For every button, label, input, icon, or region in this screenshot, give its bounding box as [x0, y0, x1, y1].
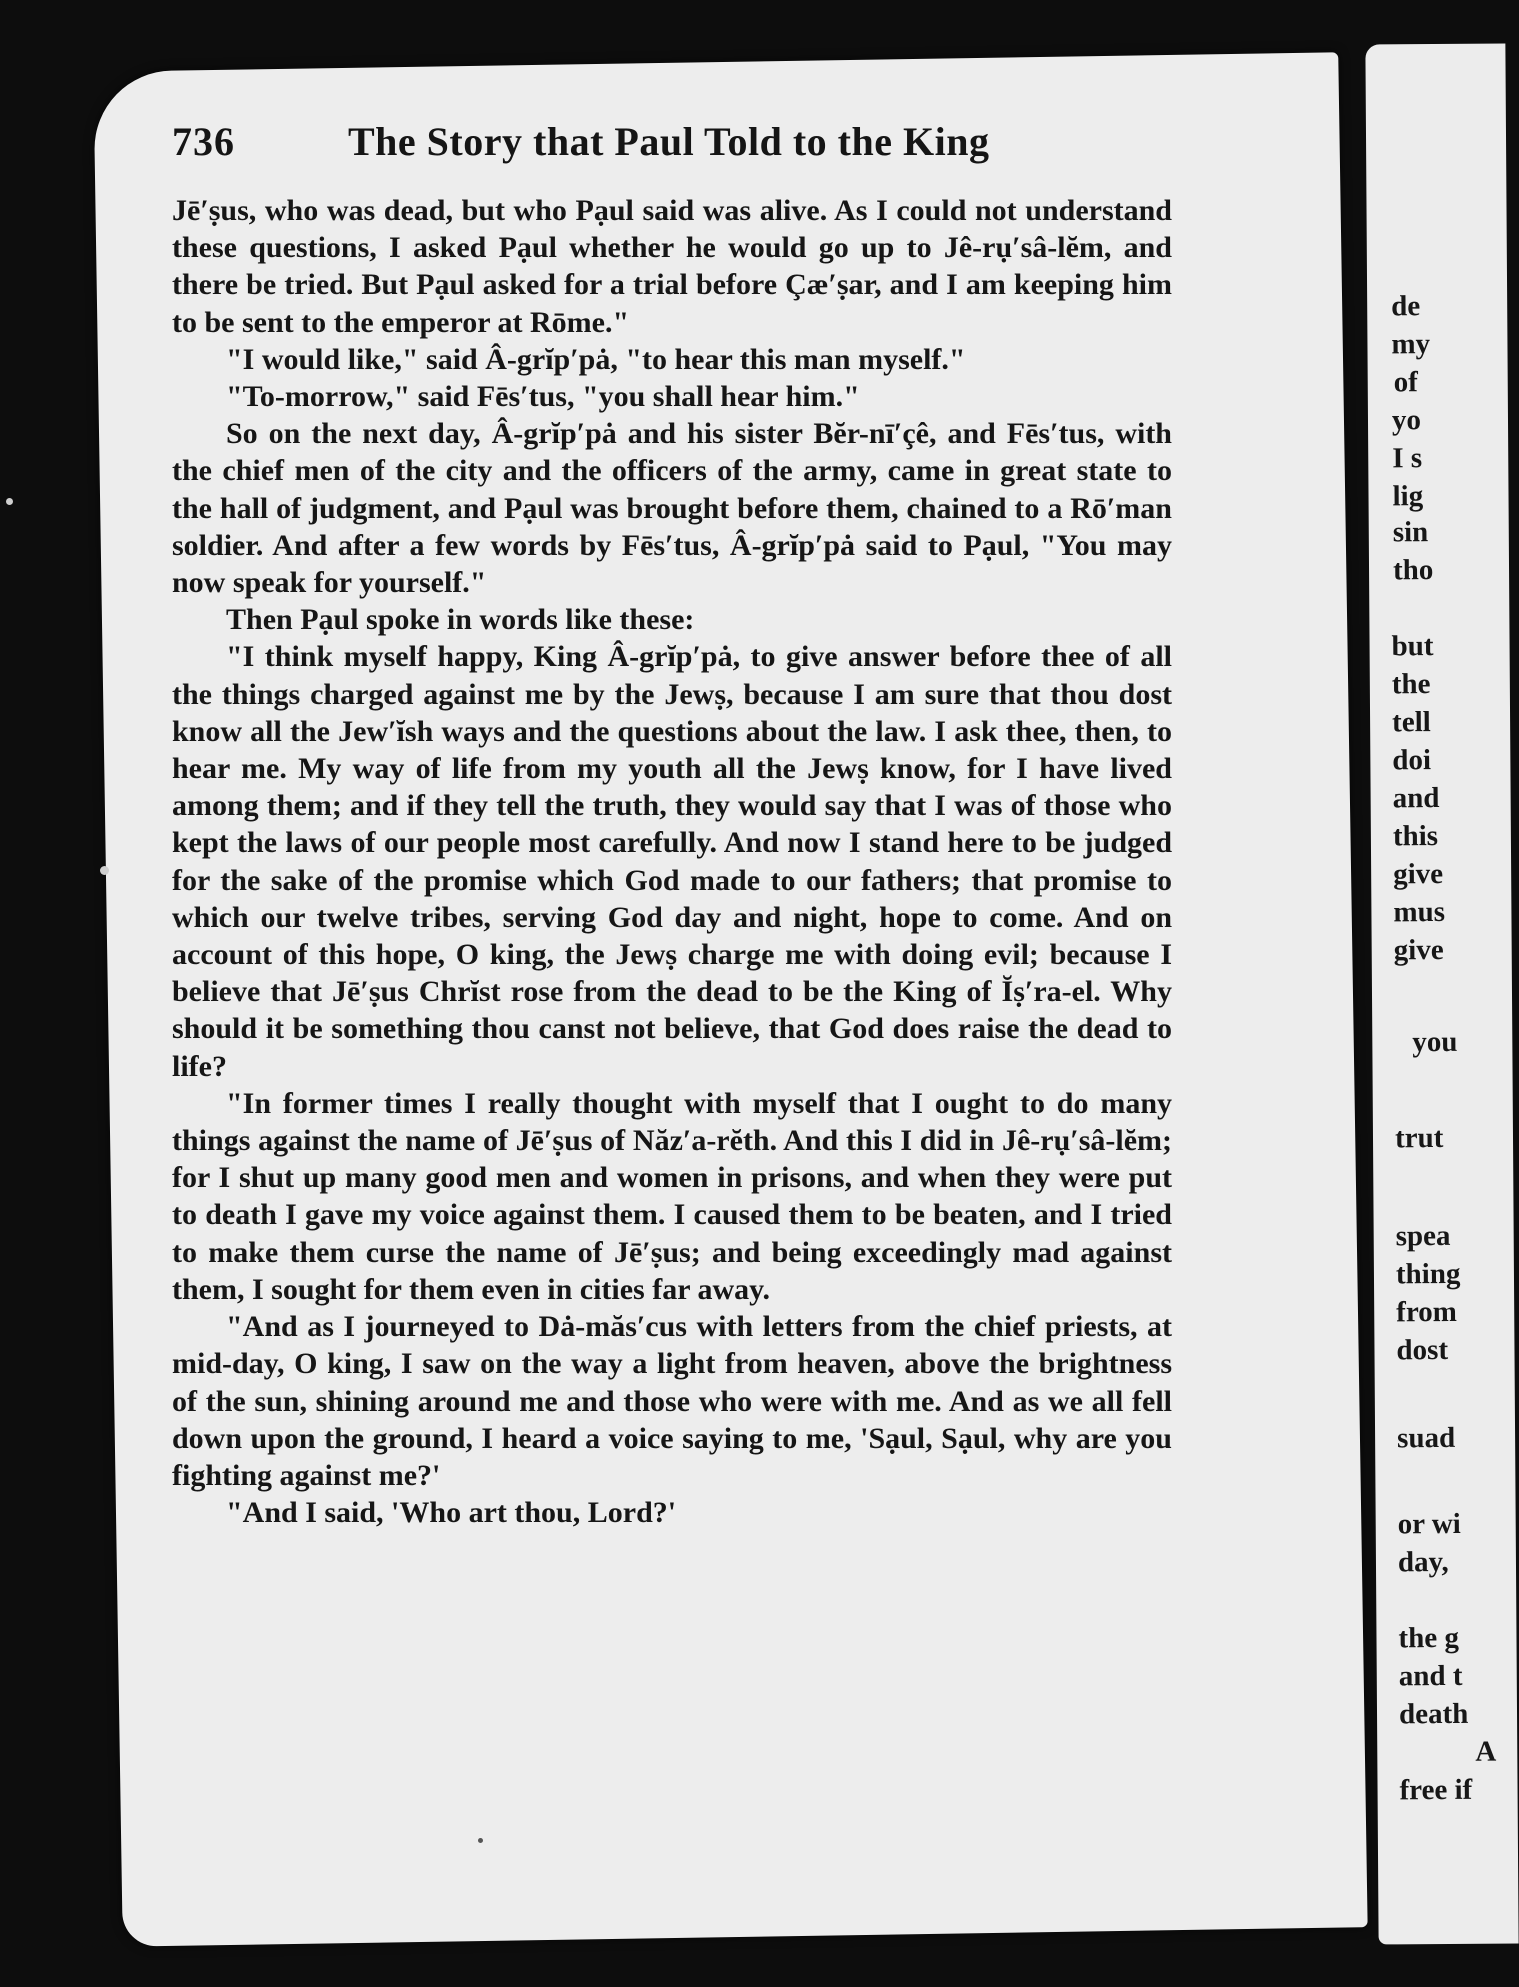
right-page-fragment: dost: [1396, 1333, 1449, 1367]
paragraph: Then Pạul spoke in words like these:: [226, 603, 695, 637]
right-page-fragment: de: [1391, 290, 1421, 323]
right-page-fragment: tell: [1391, 706, 1431, 739]
scan-speck: [100, 866, 109, 875]
right-page-fragment: mus: [1393, 895, 1446, 929]
scan-speck: [6, 498, 13, 505]
right-page-fragment: this: [1392, 820, 1439, 853]
right-page-fragment: sin: [1392, 516, 1429, 549]
running-head-title: The Story that Paul Told to the King: [348, 119, 990, 164]
page-number: 736: [172, 119, 235, 164]
right-page-fragment: or wi: [1397, 1507, 1461, 1541]
right-page-fragment: A: [1475, 1735, 1497, 1768]
right-page-fragment: yo: [1391, 404, 1422, 437]
paragraph: "In former times I really thought with myself that I ought to do many things against the name of Jē′ṣus of Năz′a-rĕth. And this I did in Jê-rụ′sâ-lĕm; for I shut up many good men and women in prisons, and when they were put to death I gave my voice against them. I caused them to be beaten, and I tried to make them curse the name of Jē′ṣus; and being exceedingly mad against them, I sought for them even in cities far away.: [172, 1086, 1172, 1306]
right-page-fragment: give: [1393, 857, 1444, 891]
right-page-fragment: trut: [1394, 1121, 1444, 1155]
right-page-fragment: give: [1393, 933, 1444, 967]
paragraph: "I would like," said Â-grĭp′pȧ, "to hear this man myself.": [226, 342, 966, 376]
paragraph: "And I said, 'Who art thou, Lord?': [226, 1496, 677, 1530]
paragraph: "And as I journeyed to Dȧ-măs′cus with letters from the chief priests, at mid-day, O king, I saw on the way a light from heaven, above the brightness of the sun, shining around me and those who were with me. And as we all fell down upon the ground, I heard a voice saying to me, 'Sạul, Sạul, why are you fighting against me?': [172, 1310, 1172, 1492]
right-page-fragment: lig: [1392, 480, 1424, 513]
right-page-fragment: I s: [1392, 442, 1423, 475]
right-page-fragment: thing: [1395, 1257, 1461, 1291]
right-page-fragment: death: [1398, 1697, 1469, 1731]
right-page-fragment: of: [1393, 366, 1419, 399]
right-page-fragment: and: [1392, 782, 1440, 815]
paragraph: So on the next day, Â-grĭp′pȧ and his sister Bĕr-nī′çê, and Fēs′tus, with the chief men of the city and the officers of the army, came in great state to the hall of judgment, and Pạul was brought before them, chained to a Rō′man soldier. And after a few words by Fēs′tus, Â-grĭp′pȧ said to Pạul, "You may now speak for yourself.": [172, 417, 1172, 600]
right-page-fragment: and t: [1398, 1659, 1463, 1693]
right-page-fragment: from: [1396, 1295, 1458, 1329]
right-page-fragment: but: [1391, 630, 1434, 663]
right-page-fragment: my: [1391, 328, 1431, 361]
right-page-fragment: free if: [1399, 1773, 1473, 1807]
scan-speck: [478, 1838, 483, 1843]
body-text: [172, 192, 1172, 1531]
right-page-fragment: spea: [1395, 1219, 1451, 1253]
paragraph: Jē′ṣus, who was dead, but who Pạul said was alive. As I could not understand these questions, I asked Pạul whether he would go up to Jê-rụ′sâ-lĕm, and there be tried. But Pạul asked for a trial before Çæ′ṣar, and I am keeping him to be sent to the emperor at Rōme.": [172, 194, 1172, 339]
page-header: [172, 118, 1152, 188]
right-page-fragment: the g: [1398, 1621, 1460, 1655]
right-page-fragment: suad: [1396, 1421, 1456, 1455]
right-page-fragment: the: [1391, 668, 1431, 701]
paragraph: "To-morrow," said Fēs′tus, "you shall hear him.": [226, 380, 860, 414]
right-page-fragment: doi: [1392, 744, 1432, 777]
right-page-fragment: day,: [1397, 1545, 1449, 1579]
right-page-fragment: tho: [1392, 554, 1434, 587]
right-page-fragment: you: [1412, 1025, 1458, 1059]
paragraph: "I think myself happy, King Â-grĭp′pȧ, to give answer before thee of all the things charged against me by the Jewṣ, because I am sure that thou dost know all the Jew′ĭsh ways and the questions about the law. I ask thee, then, to hear me. My way of life from my youth all the Jewṣ know, for I have lived among them; and if they tell the truth, they would say that I was of those who kept the laws of our people most carefully. And now I stand here to be judged for the sake of the promise which God made to our fathers; that promise to which our twelve tribes, serving God day and night, hope to come. And on account of this hope, O king, the Jewṣ charge me with doing evil; because I believe that Jē′ṣus Chrĭst rose from the dead to be the King of Ĭṣ′ra-el. Why should it be something thou canst not believe, that God does raise the dead to life?: [172, 640, 1172, 1083]
right-book-page-edge: [1365, 44, 1518, 1945]
